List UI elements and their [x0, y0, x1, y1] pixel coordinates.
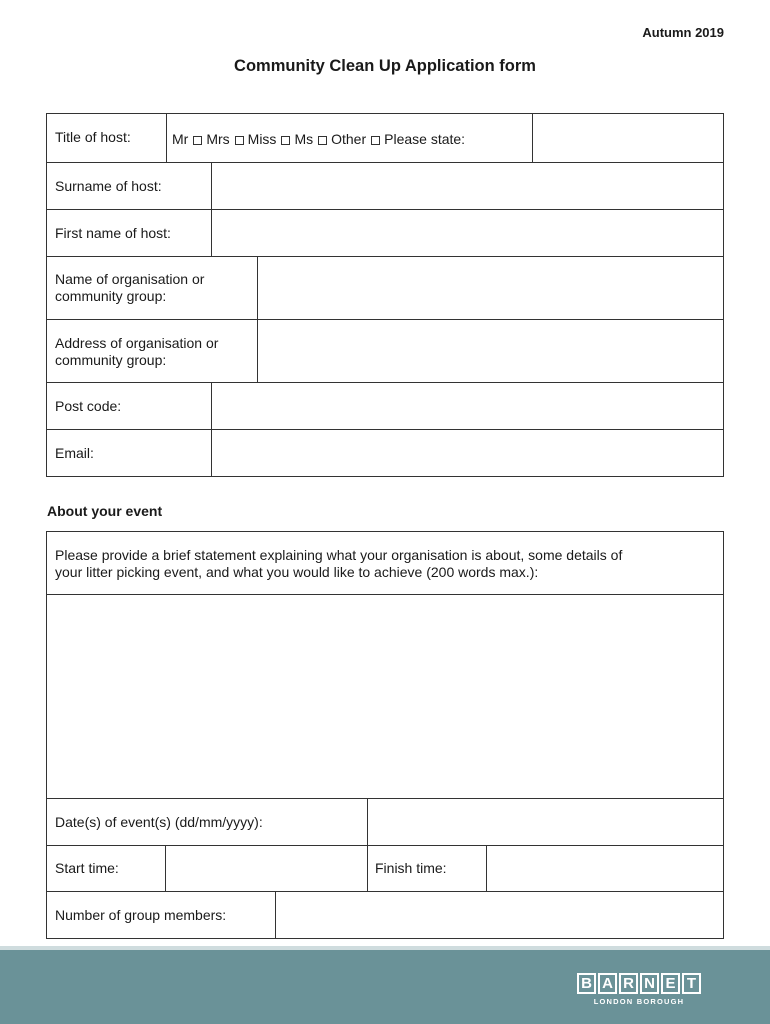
event-dates-label: Date(s) of event(s) (dd/mm/yyyy): [55, 814, 263, 830]
column-divider [166, 113, 167, 162]
checkbox-icon[interactable] [193, 136, 202, 145]
section-heading: About your event [47, 503, 163, 519]
title-option-ms[interactable]: Ms [294, 131, 331, 147]
start-time-label: Start time: [55, 860, 119, 876]
statement-field[interactable] [47, 595, 723, 798]
season-label: Autumn 2019 [642, 25, 724, 40]
title-option-other[interactable]: Other [331, 131, 384, 147]
title-of-host-label: Title of host: [55, 129, 131, 145]
title-option-mr[interactable]: Mr [172, 131, 206, 147]
page-title: Community Clean Up Application form [234, 57, 536, 75]
org-name-label: Name of organisation or community group: [55, 271, 205, 304]
finish-time-label: Finish time: [375, 860, 447, 876]
please-state-label: Please state: [384, 131, 466, 147]
org-name-field[interactable] [258, 257, 723, 319]
group-members-label: Number of group members: [55, 907, 227, 923]
title-options [172, 131, 465, 148]
title-option-miss[interactable]: Miss [248, 131, 295, 147]
surname-label: Surname of host: [55, 178, 162, 194]
title-other-field[interactable] [533, 114, 723, 162]
email-field[interactable] [212, 430, 723, 476]
group-members-field[interactable] [276, 892, 723, 938]
email-label: Email: [55, 445, 94, 461]
checkbox-icon[interactable] [235, 136, 244, 145]
postcode-field[interactable] [212, 383, 723, 429]
first-name-label: First name of host: [55, 225, 171, 241]
statement-prompt: Please provide a brief statement explaining what your organisation is about, some details of your litter picking event, and what you would like to achieve (200 words max.): [55, 547, 623, 580]
logo-wordmark: B A R N E T [577, 973, 701, 994]
logo-subtitle: LONDON BOROUGH [593, 997, 685, 1006]
first-name-field[interactable] [212, 210, 723, 256]
start-time-field[interactable] [166, 846, 367, 891]
checkbox-icon[interactable] [281, 136, 290, 145]
org-address-field[interactable] [258, 320, 723, 382]
barnet-logo [577, 973, 701, 1006]
checkbox-icon[interactable] [371, 136, 380, 145]
event-dates-field[interactable] [368, 799, 723, 845]
title-option-mrs[interactable]: Mrs [206, 131, 247, 147]
checkbox-icon[interactable] [318, 136, 327, 145]
postcode-label: Post code: [55, 398, 122, 414]
surname-field[interactable] [212, 163, 723, 209]
finish-time-field[interactable] [487, 846, 723, 891]
org-address-label: Address of organisation or community group: [55, 335, 219, 368]
